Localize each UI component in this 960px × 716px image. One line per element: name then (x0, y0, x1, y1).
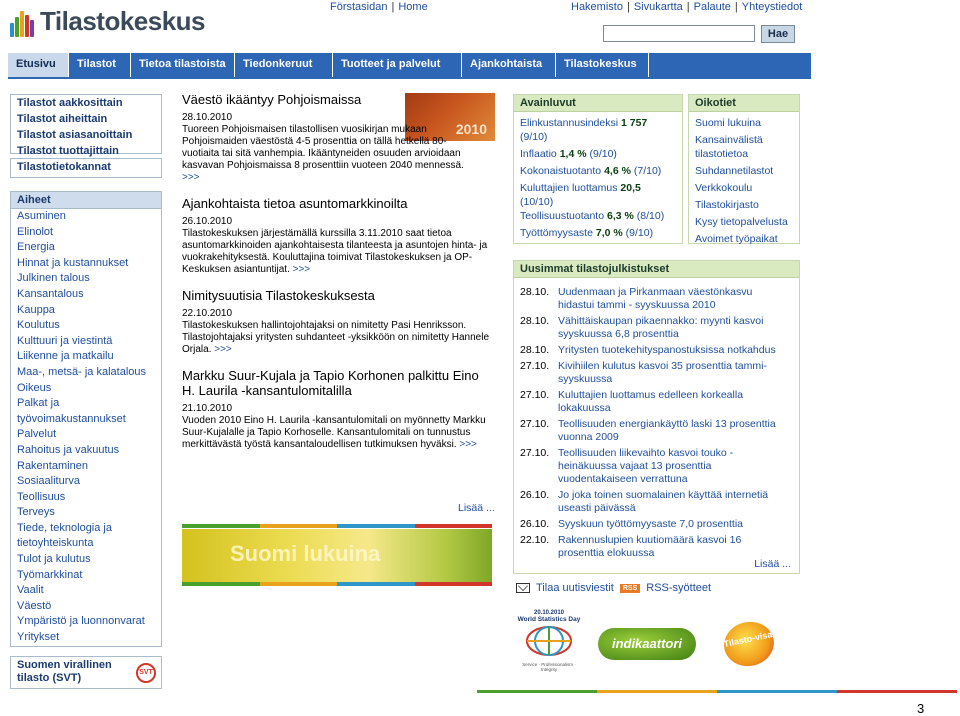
release-title-line: Rakennuslupien kuutiomäärä kasvoi 16 (558, 534, 742, 546)
news-column (182, 92, 494, 451)
release-title-line: useasti päivässä (558, 502, 636, 514)
wsd-subtitle: Service · Professionalism · Integrity (522, 662, 576, 672)
banner-bottom-stripe (182, 582, 492, 586)
release-date: 27.10. (520, 418, 550, 430)
release-item[interactable] (514, 315, 799, 341)
stats-index-box (10, 94, 162, 157)
news-item-2 (182, 196, 494, 276)
release-title-line: vuodentakaiseen verrattuna (558, 473, 688, 485)
tab-tilastot[interactable]: Tilastot (69, 53, 131, 77)
banner-top-stripe (182, 524, 492, 528)
link-tilastot-asiasanoittain[interactable]: Tilastot asiasanoittain (17, 129, 133, 141)
releases-header: Uusimmat tilastojulkistukset (514, 261, 799, 278)
release-title-line: syyskuussa 6,8 prosenttia (558, 328, 679, 340)
release-title-line: Vähittäiskaupan pikaennakko: myynti kasvoi (558, 315, 764, 327)
topic-item[interactable]: Yritykset (17, 631, 60, 644)
topic-item[interactable]: Rakentaminen (17, 459, 88, 472)
key-figure-period: (10/10) (520, 196, 554, 208)
mail-icon (516, 583, 530, 593)
news-text-1: Tuoreen Pohjoismaisen tilastollisen vuosikirjan mukaan Pohjoismaiden väestöstä 4-5 prosenttia on tällä hetkellä 80-vuotiaita tai sitä vanhempia. Ikääntyneiden osuuden arvioidaan kasvavan Pohjoismaissa 8 prosenttiin vuoteen 2040 mennessä. (182, 124, 464, 171)
news-item-1 (182, 92, 464, 184)
indikaattori-logo[interactable] (598, 628, 696, 662)
key-figure-period: (9/10) (520, 131, 548, 143)
news-item-3 (182, 288, 494, 356)
release-date: 27.10. (520, 389, 550, 401)
news-more-link[interactable]: Lisää ... (458, 502, 495, 514)
search-input[interactable] (603, 25, 755, 42)
rss-link[interactable]: RSS-syötteet (646, 582, 712, 594)
release-date: 27.10. (520, 447, 550, 459)
release-item[interactable] (514, 389, 799, 415)
shortcut-item[interactable]: Avoimet työpaikat (695, 233, 778, 245)
topic-item[interactable]: Väestö (17, 599, 52, 612)
topic-item[interactable]: Kulttuuri ja viestintä (17, 334, 113, 347)
key-figure-period: (8/10) (636, 210, 665, 222)
release-item[interactable] (514, 518, 799, 531)
release-title-line: heinäkuussa vajaat 13 prosenttia (558, 460, 712, 472)
page-number: 3 (917, 701, 925, 716)
key-figure-item[interactable] (514, 116, 682, 144)
link-palaute[interactable]: Palaute (693, 1, 731, 13)
topic-item[interactable]: Elinolot (17, 225, 54, 238)
shortcut-item[interactable]: Kysy tietopalvelusta (695, 216, 788, 228)
shortcut-item[interactable]: Kansainvälistä (695, 134, 763, 146)
release-title-line: vuonna 2009 (558, 431, 619, 443)
wsd-title: World Statistics Day (517, 616, 581, 623)
key-figure-value: 4,6 % (604, 165, 631, 177)
release-date: 28.10. (520, 344, 550, 356)
release-item[interactable] (514, 360, 799, 386)
key-figure-label: Teollisuustuotanto (520, 210, 605, 222)
rss-icon: RSS (620, 584, 640, 593)
topics-box (10, 191, 162, 647)
key-figure-label: Kuluttajien luottamus (520, 182, 618, 194)
link-hakemisto[interactable]: Hakemisto (571, 1, 623, 13)
key-figure-value: 7,0 % (595, 227, 623, 239)
news-date-1: 28.10.2010 (182, 112, 233, 123)
link-tilastot-aiheittain[interactable]: Tilastot aiheittain (17, 113, 108, 125)
news-more-4[interactable]: >>> (459, 439, 477, 450)
key-figure-period: (9/10) (589, 148, 617, 160)
site-logo[interactable] (10, 6, 205, 37)
release-title-line: Kuluttajien luottamus edelleen korkealla (558, 389, 744, 401)
releases-list (514, 278, 799, 560)
news-date-3: 22.10.2010 (182, 308, 233, 319)
svt-badge-icon (136, 663, 156, 683)
suomi-lukuina-banner[interactable] (182, 529, 492, 582)
key-figure-value: 20,5 (620, 182, 641, 194)
logo-bars-icon (10, 7, 36, 37)
topic-item[interactable]: Maa-, metsä- ja kalatalous (17, 365, 146, 378)
newsletter-link[interactable]: Tilaa uutisviestit (536, 582, 614, 594)
release-title-line: syyskuussa (558, 373, 613, 385)
tab-tuotteet-ja-palvelut[interactable]: Tuotteet ja palvelut (333, 53, 462, 77)
key-figure-label: Työttömyysaste (520, 227, 593, 239)
topic-item[interactable]: Asuminen (17, 210, 66, 222)
svt-line2: tilasto (SVT) (17, 672, 82, 684)
topic-item[interactable]: Koulutus (17, 319, 60, 332)
tab-tilastokeskus[interactable]: Tilastokeskus (556, 53, 649, 77)
topic-item[interactable]: Kauppa (17, 303, 55, 316)
link-tilastot-aakkosittain[interactable]: Tilastot aakkosittain (17, 97, 123, 109)
key-figure-value: 1,4 % (559, 148, 587, 160)
tilastovisa-text: Tilasto-visa (720, 617, 778, 670)
search-button[interactable]: Hae (761, 25, 795, 43)
key-figures-header: Avainluvut (514, 95, 682, 112)
news-text-2: Tilastokeskuksen järjestämällä kurssilla 3.11.2010 saat tietoa asuntomarkkinoiden ajankohtaisesta tilanteesta ja asuntojen hinta- ja vuokrakehityksestä. Kouluttajina toimivat Tilastokeskuksen ja OP-Keskuksen asiantuntijat. (182, 228, 488, 275)
topic-item[interactable]: tietoyhteiskunta (17, 537, 94, 550)
shortcuts-list (689, 112, 799, 246)
topic-item[interactable]: Tiede, teknologia ja (17, 521, 112, 534)
topic-item[interactable]: Sosiaaliturva (17, 475, 80, 488)
svt-box[interactable] (10, 656, 162, 689)
tab-etusivu[interactable]: Etusivu (8, 53, 69, 77)
key-figure-period: (9/10) (625, 227, 654, 239)
release-item[interactable] (514, 447, 799, 486)
wsd-date: 20.10.2010 (533, 610, 565, 616)
release-title-line: lokakuussa (558, 402, 611, 414)
release-date: 26.10. (520, 489, 550, 501)
shortcut-item[interactable]: Tilastokirjasto (695, 199, 759, 211)
utility-links: Hakemisto | Sivukartta | Palaute | Yhteystiedot (571, 1, 803, 13)
release-date: 26.10. (520, 518, 550, 530)
release-title-line: Syyskuun työttömyysaste 7,0 prosenttia (558, 518, 744, 530)
key-figure-value: 1 757 (620, 117, 648, 129)
banner-text: Suomi lukuina (230, 541, 381, 566)
release-date: 28.10. (520, 315, 550, 327)
svt-line1: Suomen virallinen (17, 659, 112, 671)
key-figure-label: Elinkustannusindeksi (520, 117, 619, 129)
nav-underline (8, 77, 811, 79)
main-nav (8, 53, 811, 77)
topic-item[interactable]: Energia (17, 241, 55, 254)
tilastovisa-logo[interactable] (724, 622, 776, 668)
topics-list (11, 209, 161, 646)
link-tilastot-tuottajittain[interactable]: Tilastot tuottajittain (17, 145, 119, 157)
releases-box (513, 260, 800, 574)
news-more-3[interactable]: >>> (214, 344, 232, 355)
tab-ajankohtaista[interactable]: Ajankohtaista (462, 53, 556, 77)
language-links: Förstasidan | Home (330, 1, 428, 13)
news-text-4: Vuoden 2010 Eino H. Laurila -kansantulomitali on myönnetty Markku Suur-Kujalalle ja Tapio Korhoselle. Kansantulomitali on tunnustus merkittävästä työstä kansantaloudellisen tutkimuksen hyväksi. (182, 415, 486, 450)
release-item[interactable] (514, 418, 799, 444)
topics-header: Aiheet (11, 192, 161, 209)
topic-item[interactable]: Palkat ja (17, 397, 60, 410)
shortcut-item[interactable]: Verkkokoulu (695, 182, 753, 194)
release-date: 22.10. (520, 534, 550, 546)
shortcuts-header: Oikotiet (689, 95, 799, 112)
news-more-1[interactable]: >>> (182, 172, 200, 183)
world-statistics-day-logo[interactable] (516, 610, 582, 670)
key-figure-item[interactable] (514, 181, 682, 209)
key-figure-item[interactable] (514, 209, 682, 223)
release-item[interactable] (514, 534, 799, 560)
release-item[interactable] (514, 489, 799, 515)
link-tilastotietokannat[interactable]: Tilastotietokannat (17, 161, 111, 173)
key-figures-list (514, 112, 682, 240)
tab-tiedonkeruut[interactable]: Tiedonkeruut (235, 53, 333, 77)
release-date: 27.10. (520, 360, 550, 372)
release-title-line: Teollisuuden liikevaihto kasvoi touko - (558, 447, 734, 459)
shortcut-item[interactable]: tilastotietoa (695, 148, 749, 160)
topic-item[interactable]: Julkinen talous (17, 272, 90, 285)
topic-item[interactable]: Kansantalous (17, 287, 84, 300)
database-box (10, 158, 162, 178)
link-sivukartta[interactable]: Sivukartta (633, 1, 683, 13)
link-home[interactable]: Home (398, 1, 428, 13)
link-forstasidan[interactable]: Förstasidan (330, 1, 388, 13)
release-item[interactable] (514, 344, 799, 357)
release-title-line: Uudenmaan ja Pirkanmaan väestönkasvu (558, 286, 753, 298)
indikaattori-text: indikaattori (598, 628, 696, 660)
footer-stripe (477, 690, 957, 693)
key-figure-label: Inflaatio (520, 148, 557, 160)
release-item[interactable] (514, 286, 799, 312)
photo-year: 2010 (455, 121, 487, 137)
release-title-line: Kivihiilen kulutus kasvoi 35 prosenttia tammi- (558, 360, 767, 372)
release-title-line: Teollisuuden energiankäyttö laski 13 prosenttia (558, 418, 776, 430)
release-title-line: hidastui tammi - syyskuussa 2010 (558, 299, 716, 311)
link-yhteystiedot[interactable]: Yhteystiedot (741, 1, 803, 13)
topic-item[interactable]: Terveys (17, 506, 55, 519)
news-more-2[interactable]: >>> (292, 264, 311, 275)
shortcut-item[interactable]: Suhdannetilastot (695, 165, 774, 177)
topic-item[interactable]: Palvelut (17, 428, 57, 441)
key-figures-box (513, 94, 683, 244)
release-title-line: Yritysten tuotekehityspanostuksissa notkahdus (558, 344, 776, 356)
topic-item[interactable]: Oikeus (17, 381, 52, 394)
svt-badge-label: SVT (139, 669, 153, 676)
news-text-3: Tilastokeskuksen hallintojohtajaksi on nimitetty Pasi Henriksson. Tilastojohtajaksi yritysten suhdanteet -yksikköön on nimitetty Hannele Orjala. (182, 320, 490, 355)
topic-item[interactable]: Hinnat ja kustannukset (17, 256, 129, 269)
release-title-line: prosenttia elokuussa (558, 547, 655, 559)
key-figure-period: (7/10) (633, 165, 662, 177)
release-date: 28.10. (520, 286, 550, 298)
topic-item[interactable]: Tulot ja kulutus (17, 553, 91, 566)
key-figure-item[interactable] (514, 226, 682, 240)
shortcuts-box (688, 94, 800, 244)
news-title-3[interactable]: Nimitysuutisia Tilastokeskuksesta (182, 288, 375, 303)
key-figure-item[interactable] (514, 147, 682, 161)
topic-item[interactable]: Vaalit (17, 584, 44, 597)
release-title-line: Jo joka toinen suomalainen käyttää internetiä (558, 489, 769, 501)
key-figure-value: 6,3 % (606, 210, 634, 222)
wsd-globe-icon (516, 623, 582, 659)
news-item-4 (182, 368, 494, 451)
news-date-4: 21.10.2010 (182, 403, 233, 414)
logo-text: Tilastokeskus (40, 6, 206, 36)
shortcut-item[interactable]: Suomi lukuina (695, 117, 761, 129)
topic-item[interactable]: Liikenne ja matkailu (17, 350, 114, 363)
topic-item[interactable]: Rahoitus ja vakuutus (17, 443, 120, 456)
key-figure-label: Kokonaistuotanto (520, 165, 602, 177)
news-date-2: 26.10.2010 (182, 216, 233, 227)
tab-tietoa-tilastoista[interactable]: Tietoa tilastoista (131, 53, 235, 77)
news-title-4[interactable]: Markku Suur-Kujala ja Tapio Korhonen palkittu Eino H. Laurila -kansantulomitalilla (182, 368, 479, 398)
topic-item[interactable]: työvoimakustannukset (17, 412, 126, 425)
key-figure-item[interactable] (514, 164, 682, 178)
news-title-2[interactable]: Ajankohtaista tietoa asuntomarkkinoilta (182, 196, 408, 211)
subscription-links (516, 582, 711, 594)
topic-item[interactable]: Teollisuus (17, 490, 66, 503)
releases-more-link[interactable]: Lisää ... (754, 558, 791, 570)
topic-item[interactable]: Työmarkkinat (17, 568, 83, 581)
news-title-1[interactable]: Väestö ikääntyy Pohjoismaissa (182, 92, 362, 107)
topic-item[interactable]: Ympäristö ja luonnonvarat (17, 615, 145, 628)
